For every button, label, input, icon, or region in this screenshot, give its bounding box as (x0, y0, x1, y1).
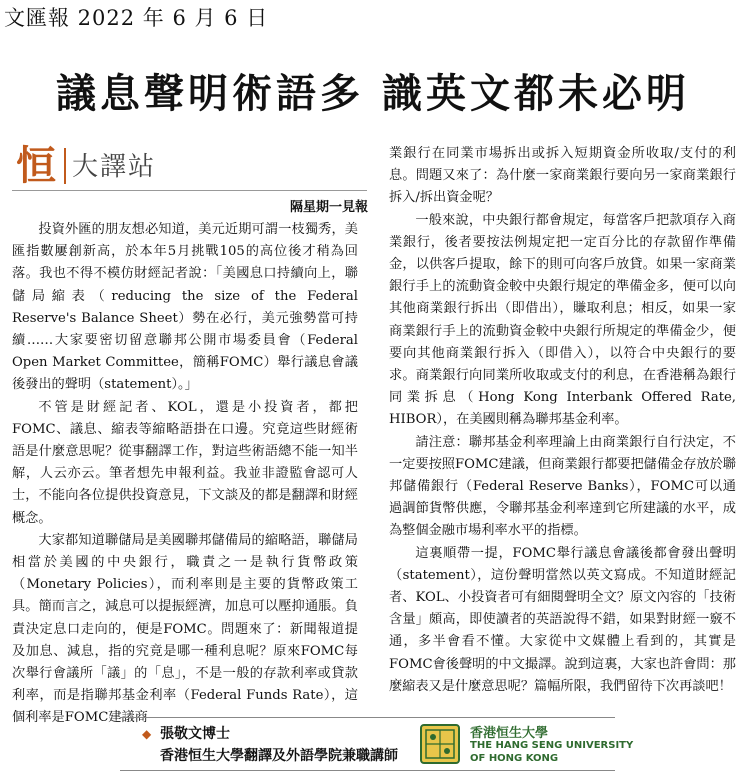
column-name: 大譯站 (72, 152, 157, 182)
headline: 議息聲明術語多 識英文都未必明 (56, 71, 690, 117)
author-title: 香港恒生大學翻譯及外語學院兼職講師 (160, 748, 398, 764)
column-logo-char: 恒 (16, 143, 56, 189)
logo-rule (12, 190, 367, 191)
publication-schedule: 隔星期一見報 (290, 200, 369, 215)
university-name-en-line2: OF HONG KONG (470, 753, 559, 764)
article-column-left (12, 219, 358, 730)
paragraph: 一般來說，中央銀行都會規定，每當客戶把款項存入商業銀行，後者要按法例規定把一定百分比的存款留作準備金，以供客戶提取，餘下的則可向客戶放貸。如果一家商業銀行手上的流動資金較中央銀行規定的準備金多，便可以向其他商業銀行拆出（即借出），賺取利息；相反，如果一家商業銀行手上的流動資金較中央銀行所規定的準備金少，便要向其他商業銀行拆入（即借入），以符合中央銀行的要求。商業銀行向同業所收取或支付的利息，在香港稱為銀行同業拆息（Hong Kong Interbank Offered Rate, HIBOR），在美國則稱為聯邦基金利率。 (389, 212, 736, 428)
column-logo (12, 144, 367, 188)
author-name: 張敬文博士 (160, 726, 230, 742)
university-seal-icon (420, 724, 460, 764)
article-column-right (389, 143, 736, 698)
author-footer (120, 717, 634, 771)
paragraph: 請注意：聯邦基金利率理論上由商業銀行自行決定，不一定要按照FOMC建議，但商業銀行都要把儲備金存放於聯邦儲備銀行（Federal Reserve Banks），FOMC可以通過調節貨幣供應，令聯邦基金利率達到它所建議的水平，成為整個金融市場利率水平的指標。 (389, 434, 736, 539)
paragraph: 業銀行在同業市場拆出或拆入短期資金所收取/支付的利息。問題又來了：為什麼一家商業銀行要向另一家商業銀行拆入/拆出資金呢？ (389, 146, 736, 206)
logo-divider (64, 148, 66, 184)
university-name-zh: 香港恒生大學 (470, 726, 549, 741)
paragraph: 不管是財經記者、KOL，還是小投資者，都把FOMC、議息、縮表等縮略語掛在口邊。究竟這些財經術語是什麼意思呢？從事翻譯工作，對這些術語總不能一知半解，人云亦云。筆者想先申報利益。我並非證監會認可人士，不能向各位提供投資意見，下文談及的都是翻譯和財經概念。 (12, 399, 358, 526)
diamond-bullet-icon: ◆ (142, 727, 152, 741)
paragraph: 投資外匯的朋友想必知道，美元近期可謂一枝獨秀，美匯指數屢創新高，於本年5月挑戰105的高位後才稍為回落。我也不得不模仿財經記者說：「美國息口持續向上，聯儲局縮表（reducing the size of the Federal Reserve's Balance Sheet）勢在必行，美元強勢當可持續……大家要密切留意聯邦公開市場委員會（Federal Open Market Committee，簡稱FOMC）舉行議息會議後發出的聲明（statement）。」 (12, 222, 358, 393)
paragraph: 大家都知道聯儲局是美國聯邦儲備局的縮略語，聯儲局相當於美國的中央銀行，職責之一是執行貨幣政策（Monetary Policies），而利率則是主要的貨幣政策工具。簡而言之，減息可以提振經濟，加息可以壓抑通脹。負責決定息口走向的，便是FOMC。問題來了：新聞報道提及加息、減息，指的究竟是哪一種利息呢？原來FOMC每次舉行會議所「議」的「息」，不是一般的存款利率或貸款利率，而是指聯邦基金利率（Federal Funds Rate），這個利率是FOMC建議商 (12, 532, 358, 726)
university-name-en-line1: THE HANG SENG UNIVERSITY (470, 740, 634, 751)
masthead: 文匯報 2022 年 6 月 6 日 (4, 6, 269, 30)
paragraph: 這裏順帶一提，FOMC舉行議息會議後都會發出聲明（statement），這份聲明當然以英文寫成。不知道財經記者、KOL、小投資者可有細閱聲明全文？原文內容的「技術含量」頗高，即使讀者的英語說得不錯，如果對財經一竅不通，多半會看不懂。大家從中文媒體上看到的，其實是FOMC會後聲明的中文撮譯。說到這裏，大家也許會問：那麼縮表又是什麼意思呢？篇幅所限，我們留待下次再談吧！ (389, 545, 736, 694)
